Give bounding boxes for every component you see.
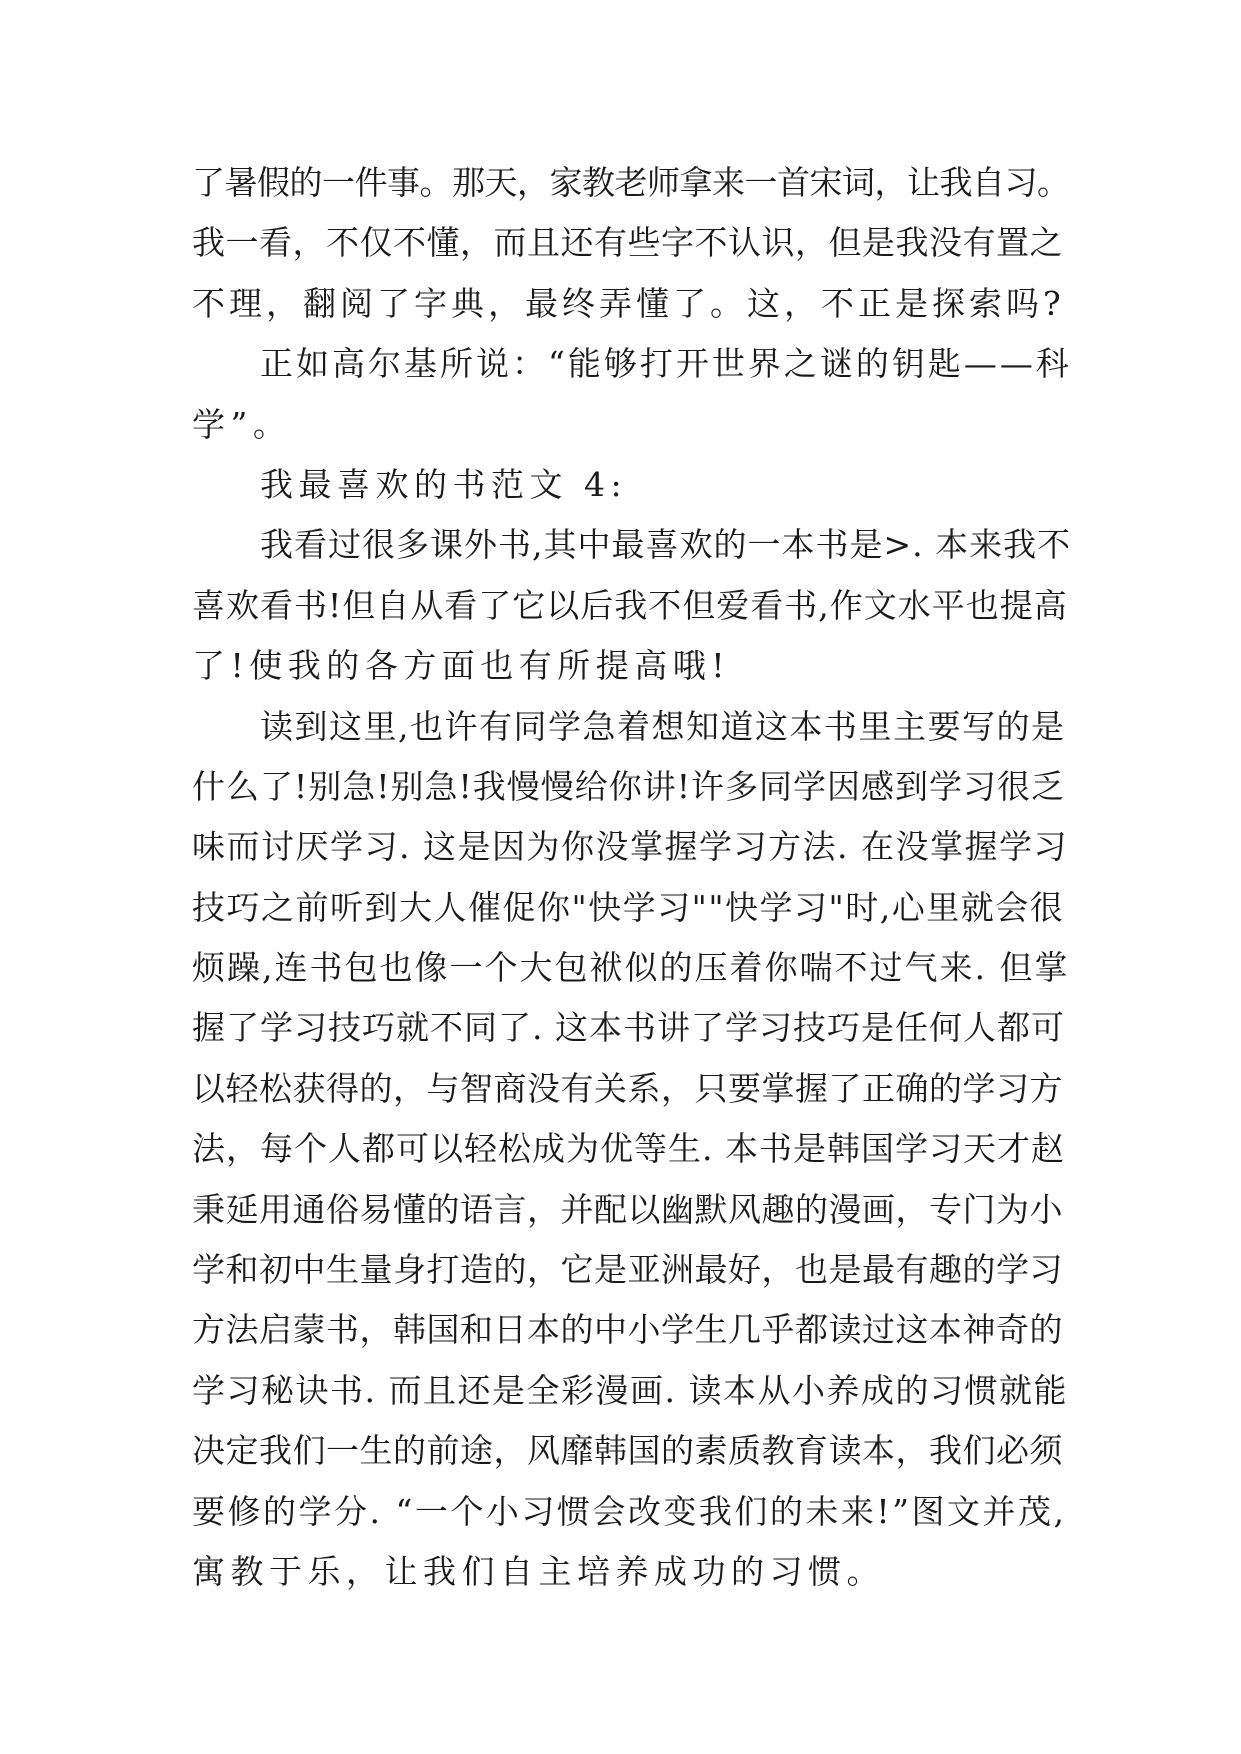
text-line: 我看过很多课外书,其中最喜欢的一本书是>. 本来我不 xyxy=(260,525,1072,565)
text-line: 了!使我的各方面也有所提高哦! xyxy=(192,646,731,686)
text-line: 技巧之前听到大人催促你"快学习""快学习"时,心里就会很 xyxy=(192,887,1065,927)
section-heading: 我最喜欢的书范文 4: xyxy=(260,464,628,504)
text-line: 了暑假的一件事。那天，家教老师拿来一首宋词，让我自习。 xyxy=(192,163,1070,202)
text-line: 不理，翻阅了字典，最终弄懂了。这，不正是探索吗? xyxy=(192,283,1065,323)
text-line: 以轻松获得的，与智商没有关系，只要掌握了正确的学习方 xyxy=(192,1068,1063,1108)
text-line: 什么了!别急!别急!我慢慢给你讲!许多同学因感到学习很乏 xyxy=(192,766,1066,806)
text-line: 决定我们一生的前途，风靡韩国的素质教育读本，我们必须 xyxy=(192,1431,1063,1471)
text-line: 正如高尔基所说：“能够打开世界之谜的钥匙——科 xyxy=(260,344,1072,384)
text-line: 读到这里,也许有同学急着想知道这本书里主要写的是 xyxy=(260,706,1066,746)
text-line: 味而讨厌学习. 这是因为你没掌握学习方法. 在没掌握学习 xyxy=(192,827,1068,867)
text-line: 学”。 xyxy=(192,404,292,444)
text-line: 寓教于乐，让我们自主培养成功的习惯。 xyxy=(192,1551,885,1591)
text-line: 握了学习技巧就不同了. 这本书讲了学习技巧是任何人都可 xyxy=(192,1008,1065,1048)
document-body xyxy=(192,153,1072,1602)
text-line: 喜欢看书!但自从看了它以后我不但爱看书,作文水平也提高 xyxy=(192,585,1068,625)
text-line: 方法启蒙书，韩国和日本的中小学生几乎都读过这本神奇的 xyxy=(192,1310,1063,1350)
text-line: 学和初中生量身打造的，它是亚洲最好，也是最有趣的学习 xyxy=(192,1250,1063,1290)
text-line: 法，每个人都可以轻松成为优等生. 本书是韩国学习天才赵 xyxy=(192,1129,1065,1169)
text-line: 我一看，不仅不懂，而且还有些字不认识，但是我没有置之 xyxy=(192,223,1063,263)
text-line: 要修的学分. “一个小习惯会改变我们的未来!”图文并茂, xyxy=(192,1491,1067,1531)
text-line: 烦躁,连书包也像一个大包袱似的压着你喘不过气来. 但掌 xyxy=(192,948,1070,988)
text-line: 秉延用通俗易懂的语言，并配以幽默风趣的漫画，专门为小 xyxy=(192,1189,1063,1229)
text-line: 学习秘诀书. 而且还是全彩漫画. 读本从小养成的习惯就能 xyxy=(192,1370,1068,1410)
